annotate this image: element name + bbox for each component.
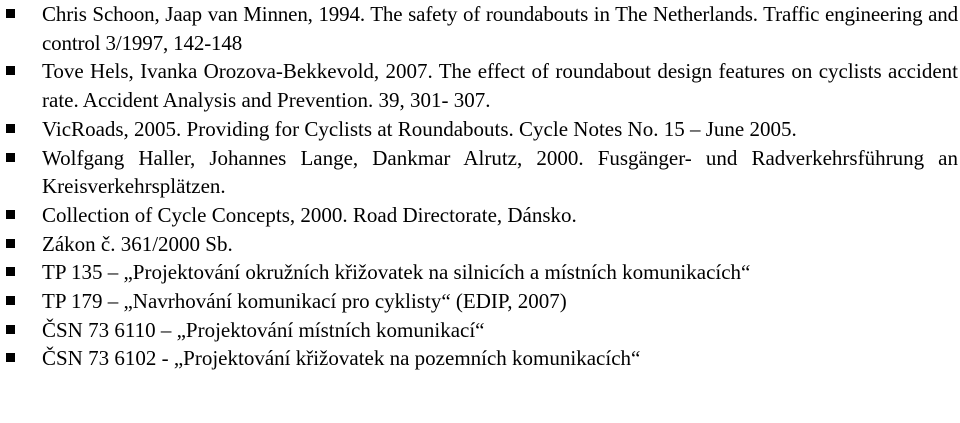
reference-text: Collection of Cycle Concepts, 2000. Road Directorate, Dánsko. xyxy=(42,202,577,227)
square-bullet-icon xyxy=(6,296,15,305)
reference-item xyxy=(0,230,960,259)
square-bullet-icon xyxy=(6,124,15,133)
square-bullet-icon xyxy=(6,66,15,75)
reference-item xyxy=(0,115,960,144)
square-bullet-icon xyxy=(6,210,15,219)
square-bullet-icon xyxy=(6,153,15,162)
reference-item xyxy=(0,287,960,316)
reference-item xyxy=(0,0,960,57)
square-bullet-icon xyxy=(6,9,15,18)
reference-text: ČSN 73 6110 – „Projektování místních komunikací“ xyxy=(42,317,485,342)
reference-item xyxy=(0,344,960,373)
reference-text: Chris Schoon, Jaap van Minnen, 1994. The safety of roundabouts in The Netherlands. Traffic engineering and control 3/1997, 142-148 xyxy=(42,2,958,55)
reference-text: VicRoads, 2005. Providing for Cyclists at Roundabouts. Cycle Notes No. 15 – June 2005. xyxy=(42,116,797,141)
reference-item xyxy=(0,144,960,201)
reference-text: TP 179 – „Navrhování komunikací pro cyklisty“ (EDIP, 2007) xyxy=(42,289,567,314)
reference-text: Zákon č. 361/2000 Sb. xyxy=(42,231,233,256)
reference-item xyxy=(0,57,960,114)
reference-text: Wolfgang Haller, Johannes Lange, Dankmar Alrutz, 2000. Fusgänger- und Radverkehrsführung an Kreisverkehrsplätzen. xyxy=(42,145,958,199)
square-bullet-icon xyxy=(6,353,15,362)
reference-text: Tove Hels, Ivanka Orozova-Bekkevold, 2007. The effect of roundabout design features on cyclists accident rate. Accident Analysis and Prevention. 39, 301- 307. xyxy=(42,59,958,113)
reference-item xyxy=(0,316,960,345)
square-bullet-icon xyxy=(6,267,15,276)
reference-item xyxy=(0,258,960,287)
reference-item xyxy=(0,201,960,230)
square-bullet-icon xyxy=(6,325,15,334)
reference-text: TP 135 – „Projektování okružních křižovatek na silnicích a místních komunikacích“ xyxy=(42,260,751,285)
reference-text: ČSN 73 6102 - „Projektování křižovatek na pozemních komunikacích“ xyxy=(42,346,641,371)
square-bullet-icon xyxy=(6,239,15,248)
